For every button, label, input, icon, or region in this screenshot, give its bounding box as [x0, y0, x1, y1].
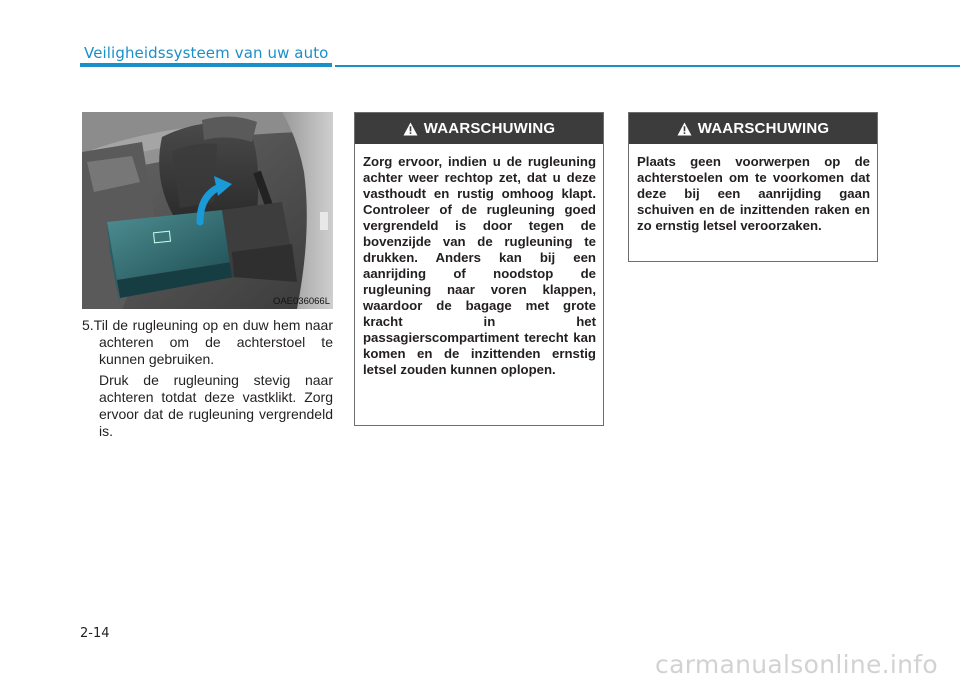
section-rule: [335, 65, 960, 67]
watermark[interactable]: carmanualsonline.info: [655, 650, 938, 679]
warning-text: Plaats geen voorwerpen op de achterstoelen om te voorkomen dat deze bij een aanrijding gaan schuiven en de inzittenden raken en zo ernstig letsel veroorzaken.: [637, 154, 870, 233]
warning-header: [629, 113, 877, 144]
section-rule-accent: [80, 63, 332, 67]
seat-folding-drawing: [82, 112, 333, 309]
page-number: 2-14: [80, 626, 110, 641]
warning-box-backrest: [354, 112, 604, 426]
warning-triangle-icon: [677, 122, 692, 136]
figure-code: OAE036066L: [272, 296, 330, 307]
warning-header: [355, 113, 603, 144]
step-paragraph-1: 5.Til de rugleuning op en duw hem naar achteren om de achterstoel te kunnen gebruiken.: [82, 317, 333, 367]
warning-title: WAARSCHUWING: [697, 120, 830, 137]
step-instructions: [82, 317, 333, 440]
section-title: Veiligheidssysteem van uw auto: [84, 44, 329, 62]
warning-triangle-icon: [403, 122, 418, 136]
rear-seat-illustration: [82, 112, 333, 309]
step-paragraph-2: Druk de rugleuning stevig naar achteren totdat deze vastklikt. Zorg ervoor dat de rugleuning vergrendeld is.: [99, 372, 333, 439]
warning-text: Zorg ervoor, indien u de rugleuning achter weer rechtop zet, dat u deze vasthoudt en rustig omhoog klapt. Controleer of de rugleuning goed vergrendeld is door tegen de bovenzijde van de rugleuning te drukken. Anders kan bij een aanrijding of noodstop de rugleuning naar voren klappen, waardoor de bagage met grote kracht in het passagierscompartiment terecht kan komen en de inzittenden ernstig letsel zouden kunnen oplopen.: [363, 154, 596, 377]
warning-title: WAARSCHUWING: [423, 120, 556, 137]
warning-box-objects: [628, 112, 878, 262]
